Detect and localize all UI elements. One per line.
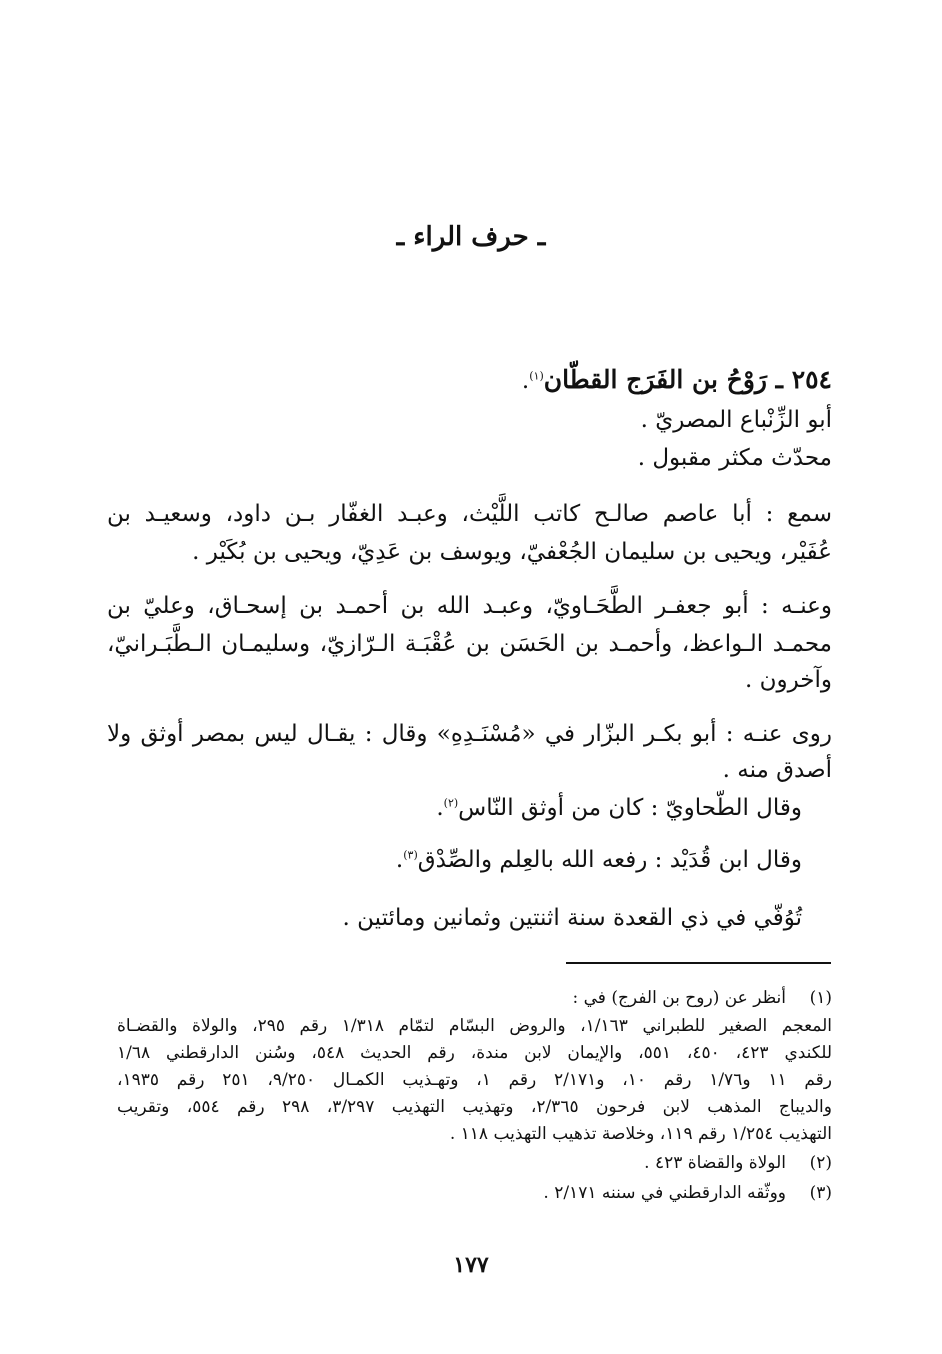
from-him-line-1: وعنـه : أبو جعفـر الطَّحَـاويّ، وعبـد الله بن أحمـد بن إسحـاق، وعليّ بن: [107, 593, 832, 619]
heard-line-1: سمع : أبا عاصم صالـح كاتب اللَّيْث، وعبـد الغفّار بـن داود، وسعيـد بن: [107, 501, 832, 527]
from-him-line-3: وآخرون .: [744, 667, 832, 693]
entry-separator: ـ: [766, 365, 792, 394]
tahawi-quote-text: وقال الطّحاويّ : كان من أوثق النّاس: [458, 795, 802, 821]
entry-kunya: أبو الزِّنْباع المصريّ .: [640, 407, 832, 433]
heard-line-2: عُفَيْر، ويحيى بن سليمان الجُعْفيّ، ويوسف بن عَدِيّ، ويحيى بن بُكَيْر .: [192, 539, 832, 565]
qudayd-quote-text: وقال ابن قُدَيْد : رفعه الله بالعِلم والصِّدْق: [417, 847, 802, 873]
footnote-1-intro: أنظر عن (روح بن الفرج) في :: [572, 988, 786, 1008]
page-number: ١٧٧: [453, 1252, 489, 1278]
tahawi-quote: [77, 790, 802, 826]
footnote-1-line-3: للكندي ٤٢٣، ٤٥٠، ٥٥١، والإيمان لابن مندة، رقم الحديث ٥٤٨، وسُنن الدارقطني ١/٦٨: [117, 1043, 833, 1063]
footnote-ref-2: (٢): [443, 796, 459, 810]
entry-number: ٢٥٤: [791, 365, 832, 394]
footnote-2-text: الولاة والقضاة ٤٢٣ .: [644, 1153, 786, 1173]
entry-name-end: .: [521, 368, 530, 394]
chapter-title: ـ حرف الراء ـ: [396, 222, 546, 252]
footnote-1-line-5: والديباج المذهب لابن فرحون ٢/٣٦٥، وتهذيب التهذيب ٣/٢٩٧، ٢٩٨ رقم ٥٥٤، وتقريب: [117, 1097, 832, 1117]
tahawi-quote-end: .: [436, 795, 444, 821]
narrated-line-2: أصدق منه .: [722, 757, 832, 783]
footnote-1-line-6: التهذيب ١/٢٥٤ رقم ١١٩، وخلاصة تذهيب التهذيب ١١٨ .: [449, 1124, 832, 1144]
footnote-1-line-4: رقم ١١ و١/٧٦ رقم ١٠، و٢/١٧١ رقم ١، وتهـذيب الكمـال ٩/٢٥٠، ٢٥١ رقم ١٩٣٥،: [117, 1070, 832, 1090]
footnote-3: [107, 1180, 832, 1206]
footnote-2-label: (٢): [809, 1153, 832, 1173]
footnote-ref-3: (٣): [403, 848, 418, 862]
footnote-2: [107, 1150, 832, 1176]
footnote-1-label: (١): [809, 988, 832, 1008]
qudayd-quote-end: .: [395, 847, 404, 873]
from-him-line-2: محمـد الـواعظ، وأحمـد بن الحَسَن بن عُقْبَـة الـرّازيّ، وسليمـان الـطَّبَـرانيّ،: [107, 631, 832, 657]
entry-heading: [107, 362, 832, 399]
entry-name: رَوْحُ بن الفَرَج القطّان: [543, 365, 767, 394]
death-note: تُوُفّي في ذي القعدة سنة اثنتين وثمانين ومائتين .: [342, 905, 802, 931]
footnote-divider: [566, 962, 831, 964]
entry-status: محدّث مكثر مقبول .: [637, 445, 832, 471]
footnote-ref-1: (١): [529, 369, 544, 383]
footnote-3-label: (٣): [809, 1183, 832, 1203]
footnote-1-line-2: المعجم الصغير للطبراني ١/١٦٣، والروض البسّام لتمّام ١/٣١٨ رقم ٢٩٥، والولاة والقضـاة: [117, 1016, 833, 1036]
footnote-3-text: ووثّقه الدارقطني في سننه ٢/١٧١ .: [543, 1183, 786, 1203]
narrated-line-1: روى عنـه : أبو بكـر البزّار في «مُسْنَـدِهِ» وقال : يقـال ليس بمصر أوثق ولا: [107, 721, 832, 747]
qudayd-quote: [77, 842, 802, 878]
footnote-1-heading: [107, 985, 832, 1011]
